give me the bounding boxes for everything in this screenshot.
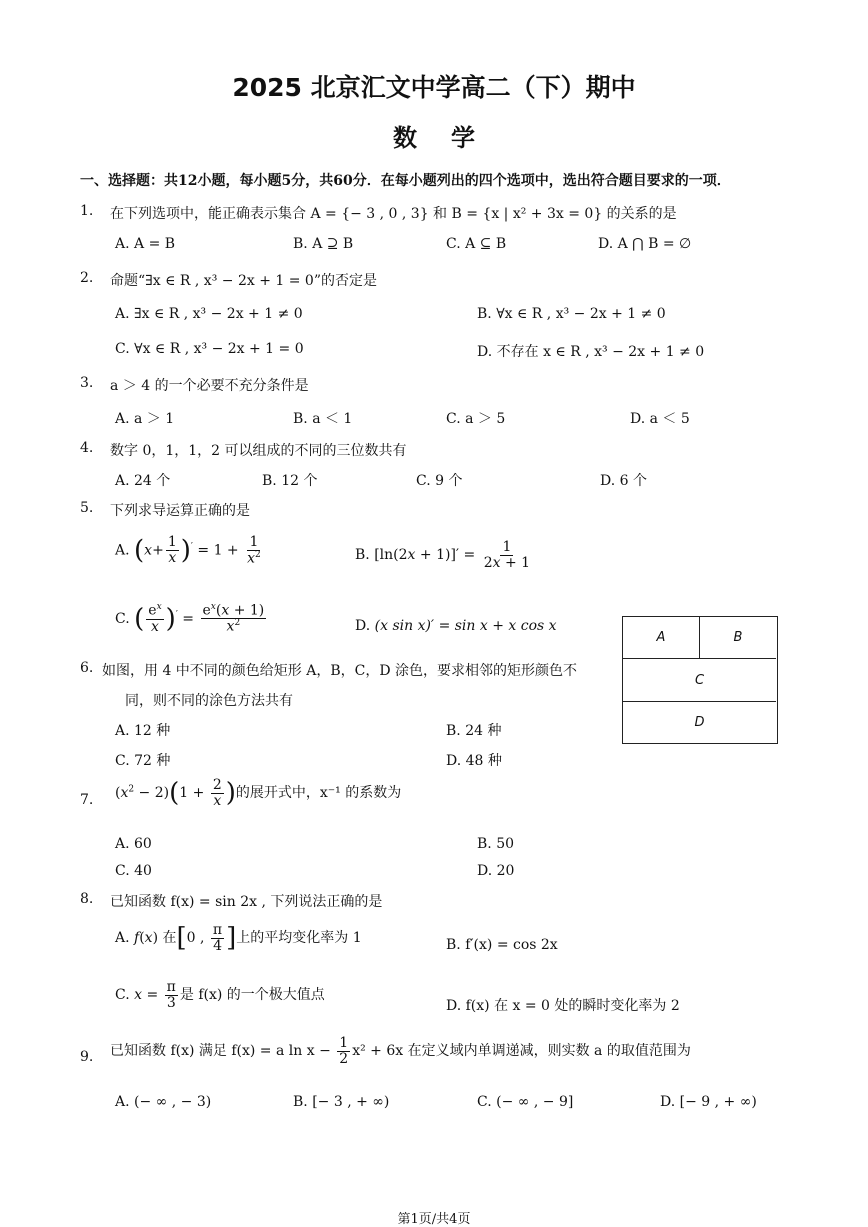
q6-number: 6. — [80, 660, 94, 676]
cell-c: C — [623, 659, 776, 702]
q9-option-d: D. [− 9 , + ∞) — [660, 1094, 757, 1110]
cell-b: B — [700, 617, 776, 659]
q8-stem: 已知函数 f(x) = sin 2x , 下列说法正确的是 — [110, 894, 383, 910]
q2-option-c: C. ∀x ∈ R , x³ − 2x + 1 = 0 — [115, 341, 304, 357]
q8-option-a-tail: 上的平均变化率为 1 — [236, 930, 362, 947]
q3-option-d: D. a ＜ 5 — [630, 411, 690, 427]
q4-number: 4. — [80, 440, 94, 456]
q6-option-c: C. 72 种 — [115, 753, 171, 769]
q3-option-b: B. a ＜ 1 — [293, 411, 353, 427]
q5-option-c: C. ( $\frac{e^x}{x}$ )′ = $\frac{e^x(x + 1)}{x^2}$ — [115, 602, 265, 635]
q9-option-b: B. [− 3 , + ∞) — [293, 1094, 390, 1110]
q1-stem: 在下列选项中，能正确表示集合 A = {− 3 , 0 , 3} 和 B = {x | x² + 3x = 0} 的关系的是 — [110, 206, 677, 222]
cell-a: A — [623, 617, 700, 659]
q7-number: 7. — [80, 792, 94, 808]
q2-stem: 命题“∃x ∈ R , x³ − 2x + 1 = 0”的否定是 — [110, 273, 377, 289]
q3-option-c: C. a ＞ 5 — [446, 411, 506, 427]
q6-option-b: B. 24 种 — [446, 723, 502, 739]
q8-option-c: C. x = $\frac{\pi}{3}$ 是 f(x) 的一个极大值点 — [115, 979, 325, 1011]
q5-option-d-text: (x sin x)′ = sin x + x cos x — [374, 618, 557, 634]
q2-option-a: A. ∃x ∈ R , x³ − 2x + 1 ≠ 0 — [115, 306, 303, 322]
q5-option-a-label: A. — [115, 542, 130, 559]
q9-stem: 已知函数 f(x) 满足 f(x) = a ln x − $\frac{1}{2}$ x² + 6x 在定义域内单调递减，则实数 a 的取值范围为 — [110, 1035, 691, 1067]
q5-option-a: A. (x+ $\frac{1}{x}$ )′ = 1 + $\frac{1}{x^2}$ — [115, 534, 261, 567]
q7-option-a: A. 60 — [115, 836, 152, 852]
q3-option-a: A. a ＞ 1 — [115, 411, 175, 427]
q2-option-b: B. ∀x ∈ R , x³ − 2x + 1 ≠ 0 — [477, 306, 666, 322]
q7-option-c: C. 40 — [115, 863, 152, 879]
q6-rectangle-figure — [622, 616, 778, 744]
q5-option-b-label: B. — [355, 547, 370, 564]
q2-option-d: D. 不存在 x ∈ R , x³ − 2x + 1 ≠ 0 — [477, 344, 705, 360]
q3-stem: a ＞ 4 的一个必要不充分条件是 — [110, 378, 309, 394]
q8-option-c-tail: 是 f(x) 的一个极大值点 — [179, 987, 325, 1004]
q5-option-b: B. [ln(2x + 1)]′ = $\frac{1}{2x + 1}$ — [355, 539, 531, 571]
page-title: 2025 北京汇文中学高二（下）期中 — [232, 73, 636, 102]
q2-number: 2. — [80, 270, 94, 286]
q9-number: 9. — [80, 1049, 94, 1065]
q5-stem: 下列求导运算正确的是 — [110, 503, 250, 519]
q1-option-c: C. A ⊆ B — [446, 236, 507, 252]
q8-option-a: A. f(x) 在[0 , $\frac{\pi}{4}$ ]上的平均变化率为 1 — [115, 922, 362, 954]
subject-title: 数学 — [393, 124, 509, 152]
q1-option-d: D. A ⋂ B = ∅ — [598, 236, 692, 252]
q5-option-c-label: C. — [115, 610, 130, 627]
q4-option-b: B. 12 个 — [262, 473, 318, 489]
q8-option-b: B. f′(x) = cos 2x — [446, 937, 558, 953]
q3-number: 3. — [80, 375, 94, 391]
q7-stem-tail: 的展开式中，x⁻¹ 的系数为 — [235, 785, 402, 802]
q9-option-a: A. (− ∞ , − 3) — [115, 1094, 212, 1110]
q6-stem-line1: 如图，用 4 中不同的颜色给矩形 A，B，C，D 涂色，要求相邻的矩形颜色不 — [102, 663, 578, 679]
q9-stem-tail: x² + 6x 在定义域内单调递减，则实数 a 的取值范围为 — [352, 1043, 691, 1060]
q4-stem: 数字 0，1，1，2 可以组成的不同的三位数共有 — [110, 443, 407, 459]
q7-stem: $(x^2 - 2)(1$ + $\frac{2}{x}$ )的展开式中，x⁻¹ 的系数为 — [115, 777, 402, 809]
q1-option-a: A. A = B — [115, 236, 176, 252]
q6-option-a: A. 12 种 — [115, 723, 171, 739]
q8-option-a-label: A. — [115, 930, 130, 947]
q5-number: 5. — [80, 500, 94, 516]
q9-option-c: C. (− ∞ , − 9] — [477, 1094, 574, 1110]
q8-number: 8. — [80, 891, 94, 907]
q7-option-b: B. 50 — [477, 836, 515, 852]
cell-d: D — [694, 714, 705, 730]
q4-option-c: C. 9 个 — [416, 473, 463, 489]
q5-option-d — [355, 618, 557, 634]
q6-option-d: D. 48 种 — [446, 753, 502, 769]
q6-stem-line2: 同，则不同的涂色方法共有 — [125, 693, 293, 709]
q4-option-a: A. 24 个 — [115, 473, 171, 489]
q8-option-c-label: C. — [115, 987, 130, 1004]
q4-option-d: D. 6 个 — [600, 473, 647, 489]
q1-option-b: B. A ⊇ B — [293, 236, 354, 252]
page-footer: 第1页/共4页 — [397, 1212, 471, 1227]
q9-stem-head: 已知函数 f(x) 满足 f(x) = a ln x − — [110, 1043, 331, 1060]
q1-number: 1. — [80, 203, 94, 219]
q8-option-d: D. f(x) 在 x = 0 处的瞬时变化率为 2 — [446, 998, 680, 1014]
section-heading: 一、选择题：共12小题，每小题5分，共60分．在每小题列出的四个选项中，选出符合题目要求的一项． — [80, 173, 731, 189]
q5-option-d-label: D. — [355, 618, 371, 634]
q7-option-d: D. 20 — [477, 863, 515, 879]
